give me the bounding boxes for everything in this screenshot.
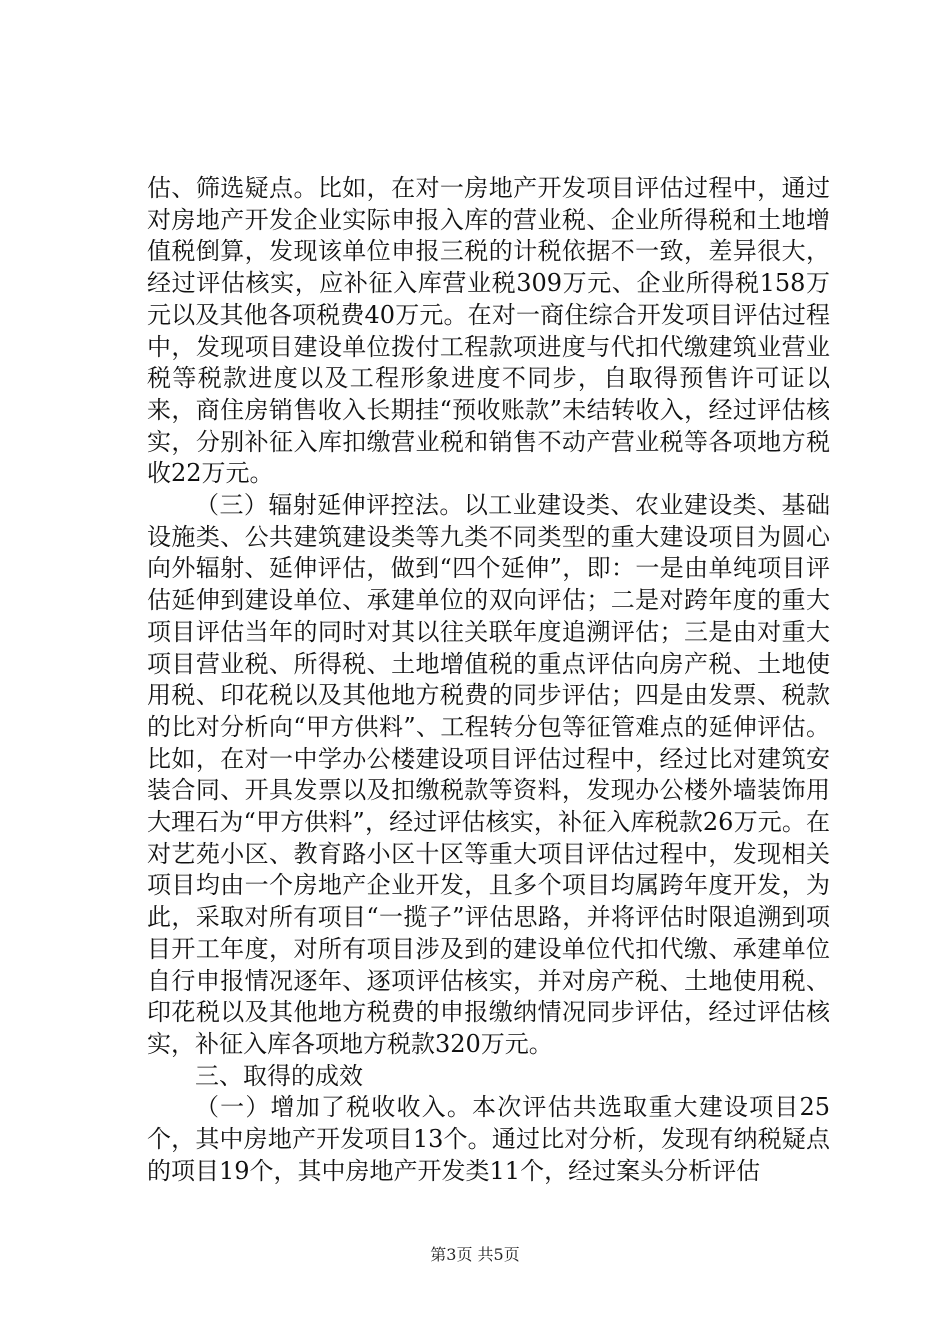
- section-heading-results: 三、取得的成效: [195, 1061, 363, 1090]
- paragraph-continuation: 估、筛选疑点。比如，在对一房地产开发项目评估过程中，通过对房地产开发企业实际申报入库的营业税、企业所得税和土地增值税倒算，发现该单位申报三税的计税依据不一致，差异很大，经过评估核实，应补征入库营业税309万元、企业所得税158万元以及其他各项税费40万元。在对一商住综合开发项目评估过程中，发现项目建设单位拨付工程款项进度与代扣代缴建筑业营业税等税款进度以及工程形象进度不同步，自取得预售许可证以来，商住房销售收入长期挂“预收账款”未结转收入，经过评估核实，分别补征入库扣缴营业税和销售不动产营业税等各项地方税收22万元。: [147, 174, 830, 488]
- paragraph-tax-revenue: （一）增加了税收收入。本次评估共选取重大建设项目25个，其中房地产开发项目13个。通过比对分析，发现有纳税疑点的项目19个，其中房地产开发类11个，经过案头分析评估: [147, 1093, 830, 1185]
- document-body: [147, 173, 830, 1188]
- paragraph-radiation-method: （三）辐射延伸评控法。以工业建设类、农业建设类、基础设施类、公共建筑建设类等九类不同类型的重大建设项目为圆心向外辐射、延伸评估，做到“四个延伸”，即：一是由单纯项目评估延伸到建设单位、承建单位的双向评估；二是对跨年度的重大项目评估当年的同时对其以往关联年度追溯评估；三是由对重大项目营业税、所得税、土地增值税的重点评估向房产税、土地使用税、印花税以及其他地方税费的同步评估；四是由发票、税款的比对分析向“甲方供料”、工程转分包等征管难点的延伸评估。比如，在对一中学办公楼建设项目评估过程中，经过比对建筑安装合同、开具发票以及扣缴税款等资料，发现办公楼外墙装饰用大理石为“甲方供料”，经过评估核实，补征入库税款26万元。在对艺苑小区、教育路小区十区等重大项目评估过程中，发现相关项目均由一个房地产企业开发，且多个项目均属跨年度开发，为此，采取对所有项目“一揽子”评估思路，并将评估时限追溯到项目开工年度，对所有项目涉及到的建设单位代扣代缴、承建单位自行申报情况逐年、逐项评估核实，并对房产税、土地使用税、印花税以及其他地方税费的申报缴纳情况同步评估，经过评估核实，补征入库各项地方税款320万元。: [147, 491, 830, 1058]
- page-number-footer: 第3页 共5页: [430, 1245, 520, 1264]
